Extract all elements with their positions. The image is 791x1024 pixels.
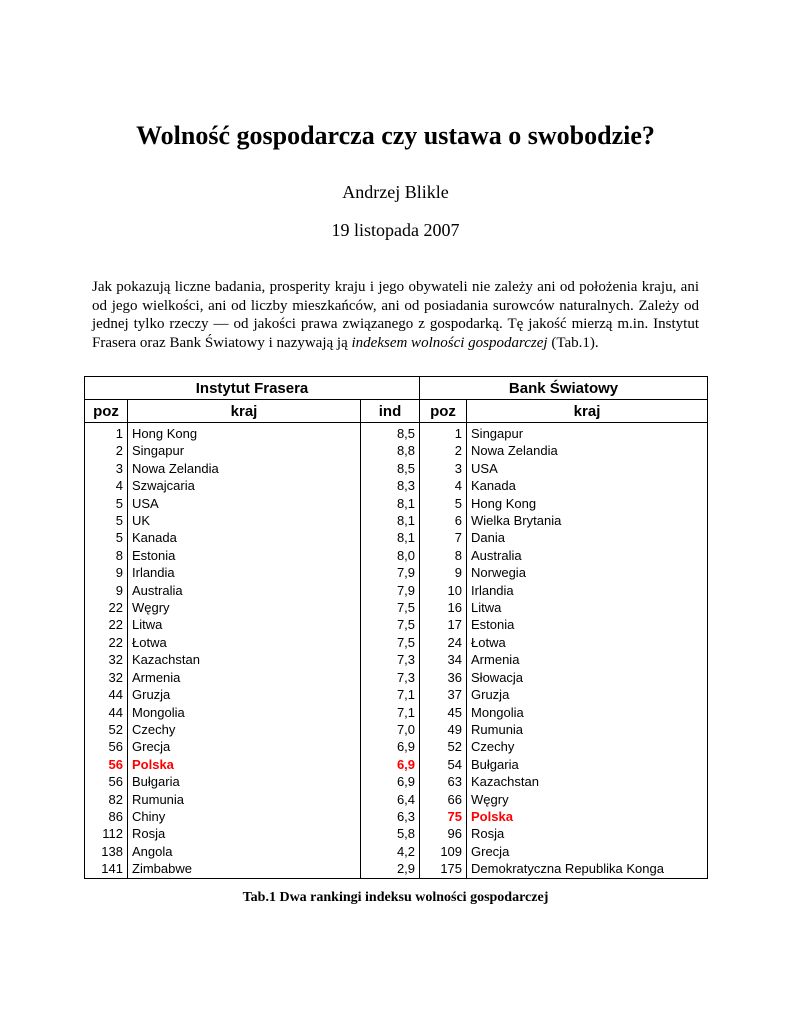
fraser-poz-cell: 52 <box>85 721 128 738</box>
fraser-kraj-cell: Kanada <box>128 529 361 546</box>
fraser-kraj-cell: Estonia <box>128 547 361 564</box>
intro-text-italic: indeksem wolności gospodarczej <box>351 334 548 351</box>
fraser-ind-cell: 7,5 <box>361 634 420 651</box>
fraser-poz-cell: 138 <box>85 843 128 860</box>
bank-kraj-cell: Polska <box>467 808 708 825</box>
fraser-ind-cell: 7,0 <box>361 721 420 738</box>
fraser-poz-cell: 56 <box>85 738 128 755</box>
fraser-ind-cell: 6,3 <box>361 808 420 825</box>
fraser-kraj-cell: Angola <box>128 843 361 860</box>
table-row <box>85 599 708 616</box>
bank-poz-cell: 17 <box>420 616 467 633</box>
fraser-ind-cell: 6,4 <box>361 791 420 808</box>
fraser-ind-cell: 8,0 <box>361 547 420 564</box>
bank-kraj-cell: Litwa <box>467 599 708 616</box>
intro-text-start: Jak pokazują liczne badania, prosperity kraju i jego obywateli nie zależy ani od położenia kraju, ani od jego wielkości, ani od liczby mieszkańców, ani od posiadania surowców naturalnych. Zależy od jednej tylko rzeczy — od jakości prawa związanego z gospodarką. Tę jakość mierzą m.in. Instytut Frasera oraz Bank Światowy i nazywają ją <box>92 279 699 351</box>
fraser-ind-cell: 7,3 <box>361 669 420 686</box>
fraser-kraj-cell: Mongolia <box>128 704 361 721</box>
fraser-poz-cell: 56 <box>85 773 128 790</box>
fraser-ind-cell: 7,1 <box>361 704 420 721</box>
table-row <box>85 616 708 633</box>
fraser-kraj-cell: Rumunia <box>128 791 361 808</box>
fraser-poz-cell: 8 <box>85 547 128 564</box>
fraser-kraj-cell: Hong Kong <box>128 423 361 443</box>
table-row <box>85 477 708 494</box>
fraser-kraj-cell: UK <box>128 512 361 529</box>
table-row <box>85 721 708 738</box>
fraser-kraj-cell: Bułgaria <box>128 773 361 790</box>
table-row <box>85 529 708 546</box>
fraser-poz-cell: 4 <box>85 477 128 494</box>
bank-poz-cell: 75 <box>420 808 467 825</box>
fraser-ind-cell: 8,8 <box>361 442 420 459</box>
fraser-poz-cell: 1 <box>85 423 128 443</box>
table-row <box>85 547 708 564</box>
fraser-poz-cell: 2 <box>85 442 128 459</box>
fraser-kraj-cell: Irlandia <box>128 564 361 581</box>
bank-poz-cell: 6 <box>420 512 467 529</box>
author-name: Andrzej Blikle <box>342 182 449 202</box>
bank-poz-cell: 96 <box>420 825 467 842</box>
fraser-poz-cell: 82 <box>85 791 128 808</box>
fraser-kraj-cell: Singapur <box>128 442 361 459</box>
bank-kraj-cell: Dania <box>467 529 708 546</box>
table-row <box>85 825 708 842</box>
bank-poz-cell: 63 <box>420 773 467 790</box>
bank-poz-cell: 5 <box>420 495 467 512</box>
fraser-poz-cell: 141 <box>85 860 128 878</box>
table-row <box>85 738 708 755</box>
fraser-ind-cell: 7,3 <box>361 651 420 668</box>
fraser-ind-cell: 4,2 <box>361 843 420 860</box>
bank-kraj-cell: Demokratyczna Republika Konga <box>467 860 708 878</box>
fraser-kraj-cell: Gruzja <box>128 686 361 703</box>
fraser-ind-cell: 6,9 <box>361 738 420 755</box>
fraser-poz-cell: 5 <box>85 512 128 529</box>
bank-kraj-cell: Grecja <box>467 843 708 860</box>
fraser-kraj-cell: Chiny <box>128 808 361 825</box>
bank-kraj-cell: Armenia <box>467 651 708 668</box>
bank-kraj-cell: Irlandia <box>467 582 708 599</box>
fraser-kraj-cell: Węgry <box>128 599 361 616</box>
bank-kraj-cell: Wielka Brytania <box>467 512 708 529</box>
fraser-poz-cell: 5 <box>85 529 128 546</box>
fraser-ind-cell: 8,3 <box>361 477 420 494</box>
fraser-ind-cell: 8,1 <box>361 529 420 546</box>
fraser-ind-cell: 7,1 <box>361 686 420 703</box>
table-row <box>85 808 708 825</box>
table-row <box>85 582 708 599</box>
bank-kraj-cell: Kazachstan <box>467 773 708 790</box>
table-row <box>85 843 708 860</box>
header-fraser-kraj: kraj <box>128 400 361 423</box>
fraser-ind-cell: 7,9 <box>361 582 420 599</box>
fraser-poz-cell: 44 <box>85 686 128 703</box>
table-row <box>85 651 708 668</box>
table-row <box>85 860 708 878</box>
table-row <box>85 564 708 581</box>
fraser-ind-cell: 7,9 <box>361 564 420 581</box>
bank-kraj-cell: Australia <box>467 547 708 564</box>
table-row <box>85 669 708 686</box>
fraser-ind-cell: 8,1 <box>361 495 420 512</box>
fraser-kraj-cell: Łotwa <box>128 634 361 651</box>
intro-text-end: (Tab.1). <box>547 334 599 351</box>
fraser-kraj-cell: Zimbabwe <box>128 860 361 878</box>
fraser-ind-cell: 8,5 <box>361 460 420 477</box>
bank-poz-cell: 175 <box>420 860 467 878</box>
bank-kraj-cell: Norwegia <box>467 564 708 581</box>
bank-kraj-cell: Singapur <box>467 423 708 443</box>
table-row <box>85 442 708 459</box>
bank-poz-cell: 54 <box>420 756 467 773</box>
fraser-kraj-cell: Australia <box>128 582 361 599</box>
bank-kraj-cell: Rosja <box>467 825 708 842</box>
fraser-poz-cell: 112 <box>85 825 128 842</box>
intro-paragraph <box>92 278 699 352</box>
fraser-poz-cell: 44 <box>85 704 128 721</box>
bank-poz-cell: 4 <box>420 477 467 494</box>
ranking-table-body <box>85 423 708 879</box>
fraser-poz-cell: 32 <box>85 651 128 668</box>
fraser-ind-cell: 6,9 <box>361 773 420 790</box>
bank-poz-cell: 36 <box>420 669 467 686</box>
bank-poz-cell: 37 <box>420 686 467 703</box>
fraser-ind-cell: 2,9 <box>361 860 420 878</box>
bank-kraj-cell: Czechy <box>467 738 708 755</box>
bank-kraj-cell: Węgry <box>467 791 708 808</box>
table-row <box>85 512 708 529</box>
table-row <box>85 704 708 721</box>
bank-poz-cell: 2 <box>420 442 467 459</box>
bank-kraj-cell: Estonia <box>467 616 708 633</box>
bank-kraj-cell: Mongolia <box>467 704 708 721</box>
header-fraser-ind: ind <box>361 400 420 423</box>
bank-kraj-cell: Gruzja <box>467 686 708 703</box>
bank-kraj-cell: Kanada <box>467 477 708 494</box>
bank-poz-cell: 9 <box>420 564 467 581</box>
fraser-poz-cell: 22 <box>85 599 128 616</box>
bank-poz-cell: 45 <box>420 704 467 721</box>
fraser-poz-cell: 56 <box>85 756 128 773</box>
header-bank-group: Bank Światowy <box>420 377 708 400</box>
fraser-kraj-cell: Grecja <box>128 738 361 755</box>
fraser-poz-cell: 22 <box>85 616 128 633</box>
bank-kraj-cell: USA <box>467 460 708 477</box>
fraser-kraj-cell: Szwajcaria <box>128 477 361 494</box>
fraser-kraj-cell: Polska <box>128 756 361 773</box>
bank-kraj-cell: Rumunia <box>467 721 708 738</box>
fraser-kraj-cell: Rosja <box>128 825 361 842</box>
bank-poz-cell: 1 <box>420 423 467 443</box>
bank-kraj-cell: Słowacja <box>467 669 708 686</box>
fraser-kraj-cell: Armenia <box>128 669 361 686</box>
fraser-poz-cell: 5 <box>85 495 128 512</box>
fraser-kraj-cell: Kazachstan <box>128 651 361 668</box>
fraser-poz-cell: 86 <box>85 808 128 825</box>
fraser-ind-cell: 7,5 <box>361 616 420 633</box>
fraser-kraj-cell: Nowa Zelandia <box>128 460 361 477</box>
table-row <box>85 495 708 512</box>
fraser-ind-cell: 6,9 <box>361 756 420 773</box>
bank-poz-cell: 34 <box>420 651 467 668</box>
table-row <box>85 773 708 790</box>
fraser-poz-cell: 3 <box>85 460 128 477</box>
header-bank-poz: poz <box>420 400 467 423</box>
header-fraser-poz: poz <box>85 400 128 423</box>
bank-kraj-cell: Nowa Zelandia <box>467 442 708 459</box>
header-fraser-group: Instytut Frasera <box>85 377 420 400</box>
fraser-ind-cell: 5,8 <box>361 825 420 842</box>
bank-poz-cell: 3 <box>420 460 467 477</box>
ranking-table <box>84 376 708 879</box>
fraser-poz-cell: 9 <box>85 564 128 581</box>
table-row <box>85 791 708 808</box>
fraser-ind-cell: 8,1 <box>361 512 420 529</box>
fraser-ind-cell: 8,5 <box>361 423 420 443</box>
table-caption: Tab.1 Dwa rankingi indeksu wolności gospodarczej <box>242 890 549 905</box>
fraser-kraj-cell: USA <box>128 495 361 512</box>
document-title: Wolność gospodarcza czy ustawa o swobodzie? <box>136 121 655 150</box>
header-bank-kraj: kraj <box>467 400 708 423</box>
table-row <box>85 686 708 703</box>
fraser-kraj-cell: Litwa <box>128 616 361 633</box>
table-row <box>85 634 708 651</box>
fraser-ind-cell: 7,5 <box>361 599 420 616</box>
bank-poz-cell: 8 <box>420 547 467 564</box>
bank-poz-cell: 109 <box>420 843 467 860</box>
fraser-poz-cell: 22 <box>85 634 128 651</box>
bank-poz-cell: 66 <box>420 791 467 808</box>
bank-poz-cell: 24 <box>420 634 467 651</box>
bank-poz-cell: 52 <box>420 738 467 755</box>
bank-poz-cell: 10 <box>420 582 467 599</box>
table-row <box>85 423 708 443</box>
fraser-poz-cell: 32 <box>85 669 128 686</box>
bank-poz-cell: 16 <box>420 599 467 616</box>
table-row <box>85 756 708 773</box>
bank-kraj-cell: Hong Kong <box>467 495 708 512</box>
fraser-poz-cell: 9 <box>85 582 128 599</box>
bank-kraj-cell: Łotwa <box>467 634 708 651</box>
bank-poz-cell: 49 <box>420 721 467 738</box>
bank-poz-cell: 7 <box>420 529 467 546</box>
fraser-kraj-cell: Czechy <box>128 721 361 738</box>
table-row <box>85 460 708 477</box>
publication-date: 19 listopada 2007 <box>331 220 460 240</box>
bank-kraj-cell: Bułgaria <box>467 756 708 773</box>
